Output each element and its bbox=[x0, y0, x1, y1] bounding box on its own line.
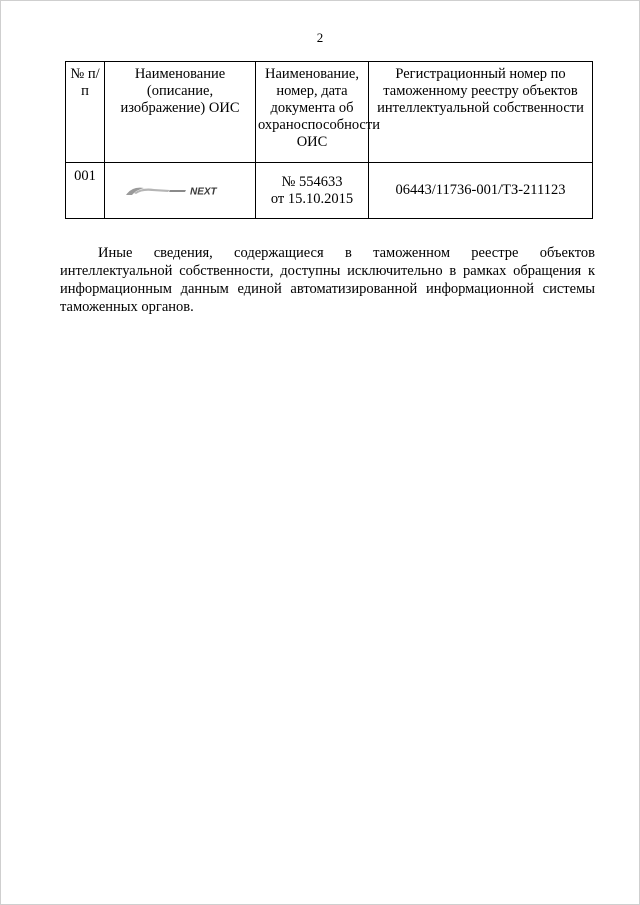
table-row bbox=[66, 163, 593, 219]
cell-logo bbox=[105, 163, 256, 219]
cell-reg: 06443/11736-001/ТЗ-211123 bbox=[369, 163, 593, 219]
header-num: № п/п bbox=[66, 62, 105, 163]
header-reg: Регистрационный номер по таможенному реестру объектов интеллектуальной собственности bbox=[369, 62, 593, 163]
doc-date: от 15.10.2015 bbox=[270, 190, 354, 207]
info-paragraph: Иные сведения, содержащиеся в таможенном реестре объектов интеллектуальной собственности, доступны исключительно в рамках обращения к информационным данным единой автоматизированной информационной системы таможенных органов. bbox=[60, 245, 595, 315]
table-header-row bbox=[66, 62, 593, 163]
logo-text: NEXT bbox=[190, 186, 217, 197]
cell-num: 001 bbox=[66, 163, 105, 219]
trademark-logo-next-icon bbox=[124, 184, 236, 198]
header-doc: Наименование, номер, дата документа об охраноспособности ОИС bbox=[256, 62, 369, 163]
cell-doc bbox=[256, 163, 369, 219]
header-name: Наименование (описание, изображение) ОИС bbox=[105, 62, 256, 163]
registry-table bbox=[65, 61, 593, 219]
page-number: 2 bbox=[316, 30, 324, 45]
doc-number: № 554633 bbox=[281, 173, 343, 190]
